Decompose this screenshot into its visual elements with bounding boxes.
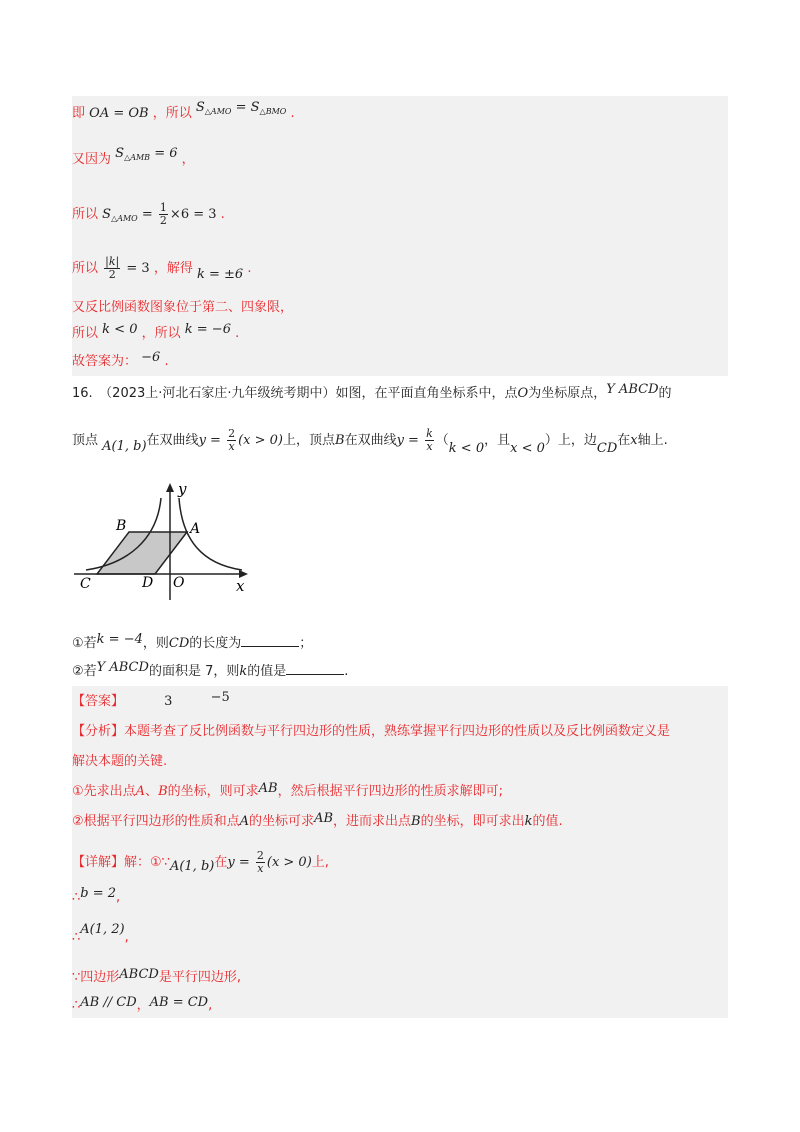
- math: x < 0: [510, 441, 545, 456]
- text: .: [235, 326, 240, 341]
- text: ，所以: [152, 106, 192, 121]
- label-c: C: [80, 576, 91, 592]
- text: .: [247, 261, 252, 276]
- analysis-line-3: [72, 782, 503, 802]
- text: 顶点: [72, 433, 99, 448]
- text: 上，顶点: [282, 433, 335, 448]
- math: A(1, 2): [80, 922, 125, 937]
- math: A: [239, 814, 250, 829]
- text: .: [164, 354, 169, 369]
- math: S: [102, 207, 112, 222]
- math: y =: [396, 433, 424, 448]
- label-d: D: [142, 575, 154, 591]
- text: ，: [136, 998, 150, 1013]
- math: y =: [227, 855, 254, 870]
- text: 为坐标原点，: [528, 386, 607, 401]
- math: AB: [258, 781, 278, 796]
- text: 的坐标，则可求: [167, 784, 259, 799]
- text: ①先求出点: [72, 784, 136, 799]
- text: ①若: [72, 636, 97, 651]
- text: 在双曲线: [344, 433, 397, 448]
- math: −6: [141, 350, 161, 365]
- text: 的坐标，即可求出: [420, 814, 525, 829]
- math: k = −6: [184, 322, 231, 337]
- label-x: x: [236, 577, 245, 595]
- analysis-line-4: [72, 812, 563, 832]
- text: 的长度为: [189, 636, 242, 651]
- numerator: k: [426, 427, 433, 440]
- denominator: 2: [108, 268, 116, 281]
- text: 所以: [72, 261, 99, 276]
- denominator: x: [426, 440, 433, 453]
- numerator: |k|: [105, 255, 120, 268]
- solution-line-2: [72, 146, 195, 174]
- text: 的值是: [247, 664, 287, 679]
- answer-value-1: 3: [164, 694, 173, 709]
- therefore-icon: ∴: [72, 930, 81, 945]
- y-axis-arrow-icon: [166, 483, 174, 492]
- math: Y ABCD: [606, 382, 659, 397]
- detail-line-5: [72, 996, 212, 1016]
- text: 在: [214, 855, 228, 870]
- text: 又反比例函数图象位于第二、四象限，: [72, 300, 294, 315]
- math: = 6: [150, 146, 178, 161]
- therefore-icon: ∴: [72, 890, 81, 905]
- math: OA = OB: [89, 106, 149, 121]
- therefore-icon: ∴: [72, 998, 81, 1013]
- text: ②若: [72, 664, 97, 679]
- text: ；: [299, 636, 313, 651]
- text: ,: [208, 998, 213, 1013]
- text: 所以: [72, 326, 99, 341]
- solution-line-3: [72, 202, 225, 229]
- parallelogram-abcd: [97, 532, 187, 574]
- answer-line: [72, 692, 230, 712]
- math: AB // CD: [80, 995, 137, 1010]
- text: 解：①∵: [124, 855, 170, 870]
- detail-line-1: [72, 850, 329, 875]
- text: 故答案为：: [72, 354, 138, 369]
- numerator: 1: [159, 201, 167, 214]
- answer-blank: [286, 662, 344, 675]
- solution-line-1: [72, 100, 295, 128]
- math: (x > 0): [266, 855, 312, 870]
- text: 16. （2023上·河北石家庄·九年级统考期中）如图，在平面直角坐标系中，点: [72, 386, 518, 401]
- math-sub: △AMB: [124, 153, 151, 162]
- math: A: [135, 784, 146, 799]
- text: 轴上.: [637, 433, 668, 448]
- solution-line-7: [72, 352, 169, 372]
- detail-line-2: [72, 888, 120, 908]
- text: 四边形: [80, 970, 120, 985]
- text: 是平行四边形,: [158, 970, 241, 985]
- text: 的: [658, 386, 672, 401]
- math: CD: [596, 441, 618, 456]
- denominator: x: [257, 862, 264, 875]
- math: B: [411, 814, 421, 829]
- answer-blank: [241, 634, 299, 647]
- sub-question-2: [72, 662, 348, 682]
- math: A(1, b): [102, 439, 147, 454]
- analysis-line-1: [72, 722, 670, 742]
- analysis-line-2: [72, 752, 167, 772]
- text: 所以: [72, 207, 99, 222]
- parallelogram-figure: [72, 470, 262, 610]
- text: .: [220, 207, 225, 222]
- math: Y ABCD: [96, 660, 149, 675]
- label-a: A: [190, 521, 201, 537]
- math: = 3: [122, 261, 150, 276]
- math: CD: [168, 636, 190, 651]
- text: ，: [181, 152, 195, 167]
- sub-question-1: [72, 634, 312, 654]
- math: x: [630, 433, 638, 448]
- answer-label: 【答案】: [72, 694, 125, 709]
- math: O: [517, 386, 529, 401]
- solution-line-4: [72, 256, 251, 281]
- fraction: [104, 256, 120, 281]
- math: k < 0: [102, 322, 138, 337]
- numerator: 2: [228, 427, 236, 440]
- fraction: [425, 428, 434, 453]
- math-sub: △AMO: [111, 214, 138, 223]
- math: AB: [314, 811, 334, 826]
- detail-line-3: [72, 922, 129, 948]
- text: ②根据平行四边形的性质和点: [72, 814, 240, 829]
- math: AB = CD: [149, 995, 209, 1010]
- because-icon: ∵: [72, 970, 81, 985]
- text: ）上，边: [544, 433, 597, 448]
- text: ,: [124, 930, 129, 945]
- text: .: [290, 106, 295, 121]
- text: 即: [72, 106, 86, 121]
- text: 上,: [311, 855, 329, 870]
- fraction: [159, 202, 168, 227]
- curve-y-2-over-x: [179, 498, 242, 570]
- answer-value-2: −5: [210, 690, 230, 705]
- text: 、: [145, 784, 159, 799]
- math-sub: △BMO: [259, 107, 287, 116]
- text: 又因为: [72, 152, 112, 167]
- math: k < 0: [448, 441, 485, 456]
- label-o: O: [173, 575, 185, 591]
- math-area: [115, 146, 177, 161]
- numerator: 2: [256, 849, 264, 862]
- math-area-eq: [196, 100, 286, 115]
- text: ，然后根据平行四边形的性质求解即可;: [277, 784, 503, 799]
- text: ，解得: [153, 261, 193, 276]
- math: A(1, b): [169, 859, 215, 874]
- math: k = ±6: [196, 267, 244, 282]
- question-16-line-2: [72, 427, 668, 456]
- text: 的值.: [532, 814, 563, 829]
- math: S: [195, 100, 205, 115]
- math: B: [158, 784, 168, 799]
- math: y =: [198, 433, 226, 448]
- math: =: [137, 207, 157, 222]
- math-area: [102, 207, 157, 222]
- text: 的面积是 7，则: [148, 664, 240, 679]
- math: k: [239, 664, 248, 679]
- math: S: [115, 146, 125, 161]
- label-y: y: [178, 480, 187, 498]
- question-16-line-1: [72, 384, 672, 404]
- solution-line-5: [72, 298, 293, 318]
- denominator: 2: [159, 214, 167, 227]
- detail-line-4: [72, 968, 241, 988]
- text: 在: [617, 433, 631, 448]
- math: ×6 = 3: [169, 207, 217, 222]
- math: b = 2: [80, 886, 117, 901]
- text: 解决本题的关键.: [72, 754, 168, 769]
- math: B: [335, 433, 345, 448]
- text: 的坐标可求: [249, 814, 315, 829]
- math: k = −4: [96, 632, 143, 647]
- text: 在双曲线: [146, 433, 199, 448]
- text: ,: [116, 890, 121, 905]
- text: 本题考查了反比例函数与平行四边形的性质，熟练掌握平行四边形的性质以及反比例函数定义是: [124, 724, 671, 739]
- math: (x > 0): [238, 433, 283, 448]
- math-sub: △AMO: [204, 107, 232, 116]
- text: ，且: [484, 433, 511, 448]
- analysis-label: 【分析】: [72, 724, 125, 739]
- text: ，所以: [141, 326, 181, 341]
- text: ，则: [142, 636, 169, 651]
- fraction: [227, 428, 236, 453]
- text: （: [435, 433, 449, 448]
- detail-label: 【详解】: [72, 855, 125, 870]
- math: = S: [231, 100, 260, 115]
- text: ，进而求出点: [333, 814, 412, 829]
- solution-line-6: [72, 324, 239, 344]
- text: .: [344, 664, 349, 679]
- math: ABCD: [119, 967, 159, 982]
- math: k: [524, 814, 533, 829]
- denominator: x: [228, 440, 235, 453]
- fraction: [256, 850, 265, 875]
- label-b: B: [116, 518, 127, 534]
